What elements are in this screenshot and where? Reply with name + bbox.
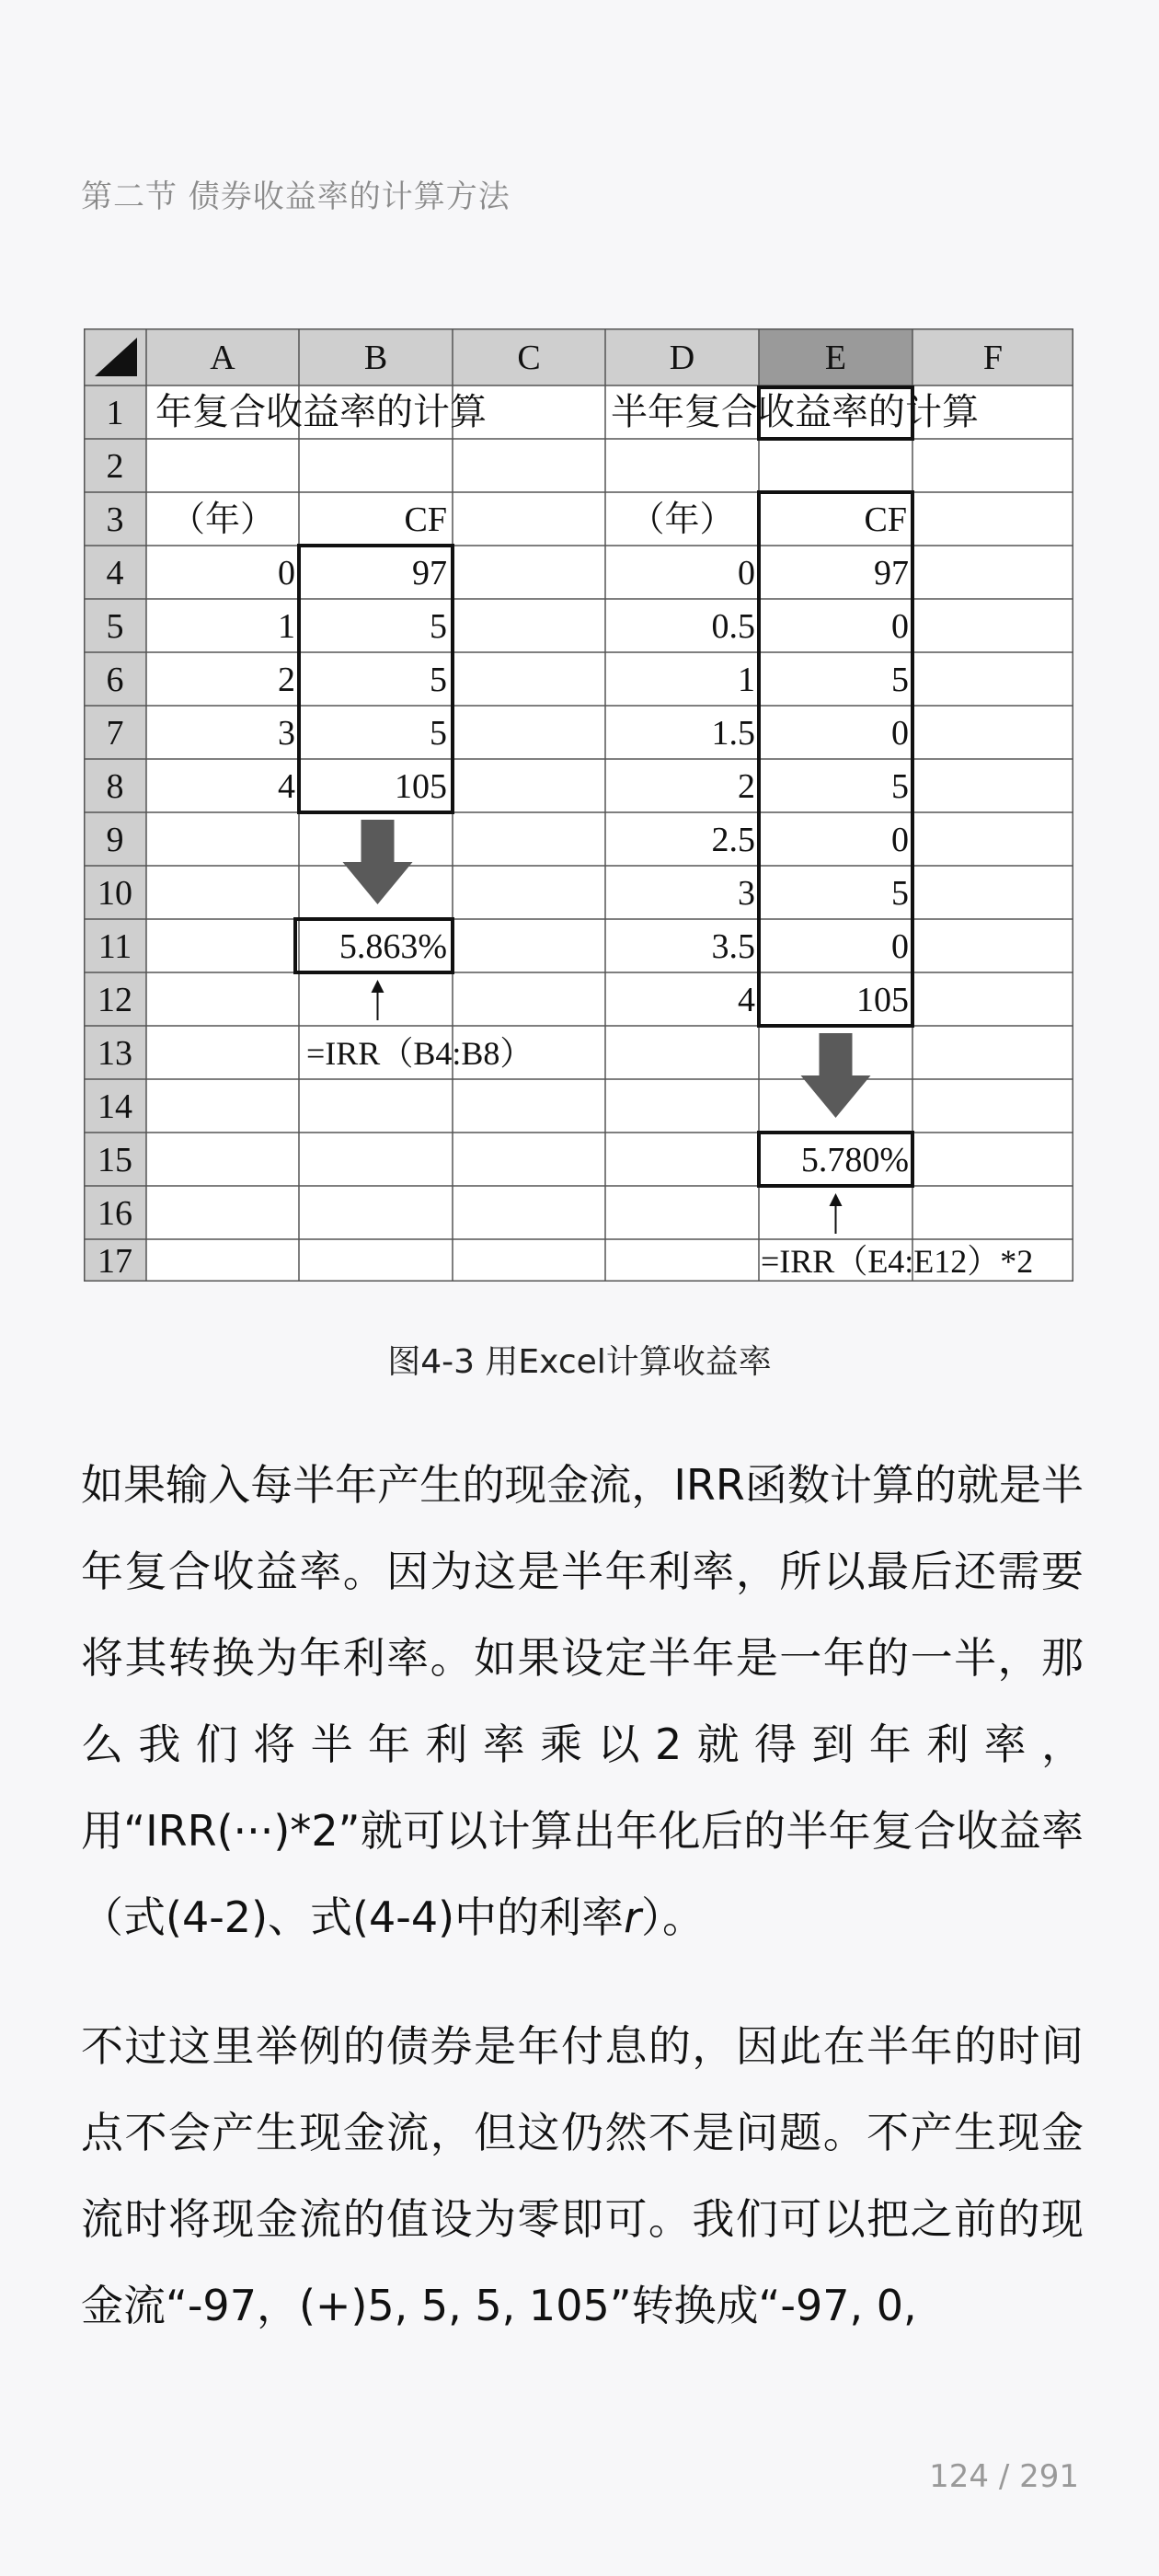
right-formula-label: =IRR（E4:E12）*2	[761, 1243, 1034, 1280]
left-cf-cell: 97	[412, 554, 447, 592]
row-label-13: 13	[98, 1034, 132, 1073]
column-label-a: A	[210, 339, 235, 377]
column-label-e: E	[824, 339, 847, 377]
column-label-c: C	[517, 339, 541, 377]
column-label-f: F	[982, 339, 1004, 377]
excel-spreadsheet-figure	[84, 328, 1073, 1282]
right-cf-cell: 0	[891, 927, 909, 966]
right-block-title: 半年复合收益率的计算	[611, 391, 979, 432]
right-cf-cell: 5	[891, 874, 909, 913]
row-label-12: 12	[98, 981, 132, 1019]
right-cf-cell: 5	[891, 767, 909, 806]
row-label-9: 9	[106, 821, 124, 859]
left-result-cell: 5.863%	[339, 927, 447, 966]
right-cf-cell: 97	[874, 554, 909, 592]
right-year-cell: 0.5	[711, 607, 755, 646]
right-cf-cell: 0	[891, 821, 909, 859]
right-cf-cell: 0	[891, 607, 909, 646]
left-formula-label: =IRR（B4:B8）	[306, 1035, 534, 1072]
row-label-16: 16	[98, 1194, 132, 1233]
right-year-cell: 4	[738, 981, 755, 1019]
left-cf-cell: 5	[430, 607, 447, 646]
section-title: 第二节 债券收益率的计算方法	[81, 178, 511, 215]
left-cf-header: CF	[404, 500, 447, 539]
row-label-3: 3	[106, 500, 124, 539]
right-result-cell: 5.780%	[800, 1141, 909, 1179]
left-year-cell: 2	[278, 661, 295, 699]
page-indicator: 124 / 291	[929, 2458, 1079, 2495]
right-year-header: （年）	[629, 500, 735, 539]
left-cf-cell: 5	[430, 661, 447, 699]
column-label-b: B	[363, 339, 388, 377]
left-year-cell: 3	[278, 714, 295, 753]
right-year-cell: 2.5	[711, 821, 755, 859]
right-year-cell: 0	[738, 554, 755, 592]
row-label-4: 4	[106, 554, 124, 592]
row-label-6: 6	[106, 661, 124, 699]
row-label-11: 11	[98, 927, 132, 966]
right-year-cell: 1.5	[711, 714, 755, 753]
figure-caption: 图4-3 用Excel计算收益率	[387, 1343, 772, 1381]
left-year-header: （年）	[169, 500, 276, 539]
row-label-10: 10	[98, 874, 132, 913]
row-label-15: 15	[98, 1141, 132, 1179]
row-label-7: 7	[106, 714, 124, 753]
left-block-title: 年复合收益率的计算	[155, 391, 487, 432]
right-cf-cell: 5	[891, 661, 909, 699]
row-label-8: 8	[106, 767, 124, 806]
cell-grid	[84, 328, 1073, 1282]
row-label-1: 1	[106, 394, 124, 432]
right-cf-header: CF	[864, 500, 907, 539]
row-label-14: 14	[98, 1087, 132, 1126]
right-up-arrow-icon	[830, 1193, 843, 1206]
right-cf-cell: 0	[891, 714, 909, 753]
left-cf-cell: 105	[395, 767, 447, 806]
cell-values	[155, 391, 1033, 1280]
left-year-cell: 4	[278, 767, 295, 806]
right-year-cell: 1	[738, 661, 755, 699]
right-down-arrow-icon	[801, 1033, 871, 1118]
paragraph-1-text: 如果输入每半年产生的现金流，IRR函数计算的就是半年复合收益率。因为这是半年利率，所以最后还需要将其转换为年利率。如果设定半年是一年的一半，那么我们将半年利率乘以2就得到年利率，用“IRR(···)*2”就可以计算出年化后的半年复合收益率（式(4-2)、式(4-4)中的利率	[81, 1460, 1084, 1942]
paragraph-1-tail: ）。	[640, 1892, 705, 1942]
left-down-arrow-icon	[343, 820, 413, 904]
right-year-cell: 2	[738, 767, 755, 806]
variable-r: r	[624, 1892, 641, 1942]
row-label-5: 5	[106, 607, 124, 646]
right-year-cell: 3.5	[711, 927, 755, 966]
column-label-d: D	[669, 339, 695, 377]
left-year-cell: 1	[278, 607, 295, 646]
right-cf-cell: 105	[856, 981, 909, 1019]
body-paragraph-1	[81, 1442, 1084, 1961]
left-up-arrow-icon	[372, 980, 384, 993]
left-year-cell: 0	[278, 554, 295, 592]
row-label-17: 17	[98, 1242, 132, 1281]
left-cf-cell: 5	[430, 714, 447, 753]
right-year-cell: 3	[738, 874, 755, 913]
body-paragraph-2: 不过这里举例的债券是年付息的，因此在半年的时间点不会产生现金流，但这仍然不是问题。不产生现金流时将现金流的值设为零即可。我们可以把之前的现金流“-97，(+)5, 5, 5, 105”转换成“-97, 0,	[81, 2021, 1084, 2330]
row-label-2: 2	[106, 447, 124, 486]
